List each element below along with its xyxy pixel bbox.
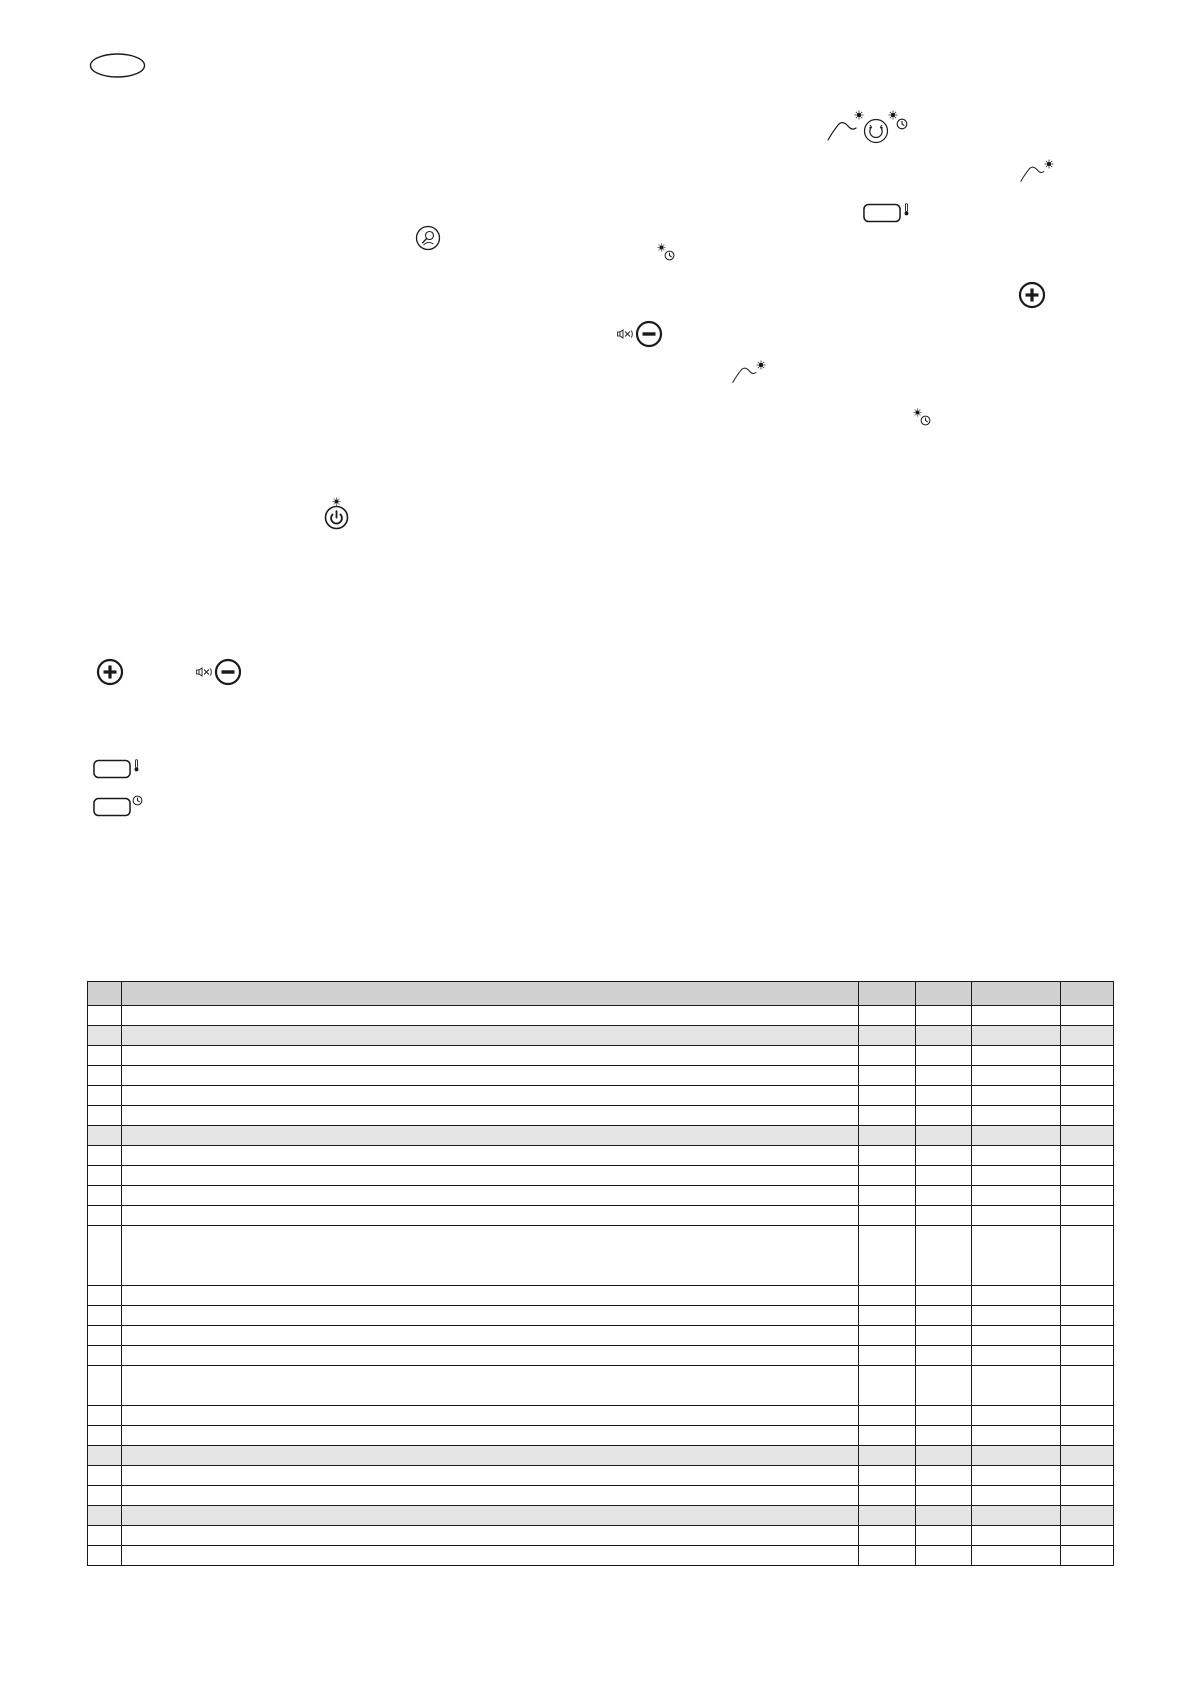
plus-button-symbol (1018, 281, 1046, 309)
table-cell (122, 1066, 859, 1086)
table-cell (122, 1006, 859, 1026)
table-row (88, 1346, 1114, 1366)
table-cell (916, 1006, 972, 1026)
table-cell (972, 1046, 1061, 1066)
table-row (88, 1546, 1114, 1566)
table-cell (859, 1206, 916, 1226)
table-cell (972, 1526, 1061, 1546)
column-header (1061, 982, 1114, 1006)
sun-icon (1044, 159, 1054, 169)
table-group-row (88, 1026, 1114, 1046)
table-cell (122, 1526, 859, 1546)
table-cell (859, 1546, 916, 1566)
table-cell (859, 1086, 916, 1106)
table-cell (972, 1466, 1061, 1486)
table-cell (1061, 1486, 1114, 1506)
display-button-icon (863, 203, 901, 223)
table-cell (122, 1086, 859, 1106)
table-cell (122, 1546, 859, 1566)
table-cell (88, 1326, 122, 1346)
table-cell (916, 1486, 972, 1506)
table-cell (916, 1446, 972, 1466)
power-button-icon (324, 505, 349, 530)
table-cell (972, 1166, 1061, 1186)
table-cell (972, 1366, 1061, 1406)
search-user-symbol (415, 225, 441, 251)
table-cell (1061, 1106, 1114, 1126)
table-cell (972, 1106, 1061, 1126)
table-cell (916, 1106, 972, 1126)
column-header (972, 982, 1061, 1006)
table-cell (88, 1346, 122, 1366)
table-cell (122, 1166, 859, 1186)
table-cell (122, 1506, 859, 1526)
table-cell (1061, 1326, 1114, 1346)
column-header (916, 982, 972, 1006)
table-cell (972, 1206, 1061, 1226)
table-cell (972, 1426, 1061, 1446)
column-header (859, 982, 916, 1006)
table-cell (859, 1446, 916, 1466)
table-row (88, 1066, 1114, 1086)
power-button-symbol (324, 497, 350, 531)
table-cell (1061, 1466, 1114, 1486)
table-cell (88, 1126, 122, 1146)
plus-button-icon (1018, 281, 1046, 309)
table-cell (859, 1226, 916, 1286)
display-button-thermo (863, 201, 913, 225)
table-body (88, 1006, 1114, 1566)
table-cell (88, 1006, 122, 1026)
table-cell (1061, 1006, 1114, 1026)
table-row (88, 1406, 1114, 1426)
table-cell (88, 1066, 122, 1086)
table-cell (972, 1346, 1061, 1366)
mute-icon (196, 667, 212, 677)
table-cell (972, 1126, 1061, 1146)
table-cell (859, 1426, 916, 1446)
table-header-row (88, 982, 1114, 1006)
table-cell (88, 1366, 122, 1406)
table-cell (972, 1226, 1061, 1286)
table-row (88, 1526, 1114, 1546)
mute-minus-symbol (196, 658, 244, 686)
table-cell (916, 1286, 972, 1306)
table-cell (122, 1366, 859, 1406)
table-row (88, 1106, 1114, 1126)
table-cell (916, 1186, 972, 1206)
table-cell (916, 1066, 972, 1086)
table-cell (122, 1146, 859, 1166)
curve-sun-symbol (1020, 159, 1060, 185)
table-cell (1061, 1166, 1114, 1186)
table-cell (122, 1326, 859, 1346)
table-cell (122, 1426, 859, 1446)
table-cell (972, 1546, 1061, 1566)
table-cell (972, 1506, 1061, 1526)
table-cell (916, 1346, 972, 1366)
table-cell (916, 1026, 972, 1046)
curve-knob-symbol-group (827, 106, 909, 146)
table-cell (1061, 1226, 1114, 1286)
column-header (122, 982, 859, 1006)
table-cell (122, 1026, 859, 1046)
table-cell (972, 1486, 1061, 1506)
table-row (88, 1226, 1114, 1286)
table-cell (1061, 1506, 1114, 1526)
table-cell (122, 1466, 859, 1486)
table-cell (859, 1286, 916, 1306)
table-cell (859, 1146, 916, 1166)
table-row (88, 1146, 1114, 1166)
minus-button-icon (214, 658, 242, 686)
plus-button-symbol (96, 658, 124, 686)
table-cell (972, 1006, 1061, 1026)
table-row (88, 1006, 1114, 1026)
table-cell (916, 1506, 972, 1526)
table-cell (972, 1326, 1061, 1346)
language-badge (89, 53, 146, 78)
table-cell (916, 1426, 972, 1446)
table-row (88, 1206, 1114, 1226)
table-cell (972, 1026, 1061, 1046)
table-group-row (88, 1506, 1114, 1526)
table-cell (972, 1186, 1061, 1206)
curve-sun-symbol (732, 360, 772, 386)
sun-clock-symbol (657, 243, 679, 263)
table-cell (916, 1206, 972, 1226)
table-cell (1061, 1186, 1114, 1206)
table-cell (1061, 1366, 1114, 1406)
table-cell (916, 1326, 972, 1346)
table-cell (859, 1526, 916, 1546)
cycle-knob-icon (863, 118, 889, 144)
table-cell (859, 1066, 916, 1086)
table-cell (859, 1026, 916, 1046)
table-cell (1061, 1446, 1114, 1466)
table-cell (972, 1306, 1061, 1326)
table-cell (859, 1366, 916, 1406)
table-cell (122, 1106, 859, 1126)
table-row (88, 1326, 1114, 1346)
table-cell (859, 1006, 916, 1026)
language-badge-icon (89, 53, 146, 78)
table-cell (916, 1306, 972, 1326)
table-cell (916, 1526, 972, 1546)
table-cell (916, 1046, 972, 1066)
table-row (88, 1486, 1114, 1506)
table-cell (859, 1106, 916, 1126)
table-cell (122, 1346, 859, 1366)
table-row (88, 1466, 1114, 1486)
table-cell (122, 1306, 859, 1326)
sun-icon (756, 360, 766, 370)
clock-icon (896, 118, 908, 130)
table-cell (122, 1286, 859, 1306)
table-cell (122, 1486, 859, 1506)
table-cell (122, 1226, 859, 1286)
display-button-clock (93, 795, 145, 819)
parameter-table (87, 981, 1114, 1566)
minus-button-icon (635, 320, 663, 348)
table-cell (122, 1186, 859, 1206)
table-cell (122, 1406, 859, 1426)
table-group-row (88, 1446, 1114, 1466)
table-cell (859, 1186, 916, 1206)
table-cell (88, 1166, 122, 1186)
table-cell (1061, 1026, 1114, 1046)
table-cell (916, 1366, 972, 1406)
table-cell (88, 1186, 122, 1206)
table-cell (1061, 1046, 1114, 1066)
table-row (88, 1186, 1114, 1206)
mute-minus-symbol (617, 320, 665, 348)
table-row (88, 1426, 1114, 1446)
clock-icon (664, 250, 675, 261)
table-cell (88, 1306, 122, 1326)
table-cell (88, 1086, 122, 1106)
search-user-icon (415, 225, 441, 251)
mute-icon (617, 329, 633, 339)
thermometer-icon (904, 203, 909, 216)
table-cell (1061, 1146, 1114, 1166)
table-row (88, 1286, 1114, 1306)
table-cell (972, 1066, 1061, 1086)
table-cell (1061, 1286, 1114, 1306)
table-cell (122, 1206, 859, 1226)
table-cell (972, 1086, 1061, 1106)
table-cell (972, 1286, 1061, 1306)
table-cell (1061, 1546, 1114, 1566)
table-cell (122, 1126, 859, 1146)
display-button-thermo (93, 757, 143, 781)
plus-button-icon (96, 658, 124, 686)
table-cell (859, 1166, 916, 1186)
display-button-icon (93, 759, 131, 779)
table-cell (88, 1046, 122, 1066)
table-cell (1061, 1406, 1114, 1426)
table-row (88, 1306, 1114, 1326)
table-cell (88, 1506, 122, 1526)
table-cell (1061, 1086, 1114, 1106)
sun-clock-symbol (913, 408, 935, 428)
table-cell (916, 1466, 972, 1486)
table-cell (88, 1546, 122, 1566)
clock-icon (132, 795, 143, 806)
table-cell (859, 1466, 916, 1486)
table-cell (88, 1206, 122, 1226)
table-cell (88, 1286, 122, 1306)
table-cell (88, 1146, 122, 1166)
table-cell (916, 1546, 972, 1566)
table-cell (88, 1026, 122, 1046)
table-cell (88, 1406, 122, 1426)
table-cell (916, 1226, 972, 1286)
table-group-row (88, 1126, 1114, 1146)
clock-icon (920, 415, 931, 426)
table-cell (88, 1446, 122, 1466)
table-cell (916, 1086, 972, 1106)
table-row (88, 1046, 1114, 1066)
table-cell (859, 1326, 916, 1346)
table-cell (88, 1486, 122, 1506)
table-cell (1061, 1306, 1114, 1326)
table-cell (1061, 1206, 1114, 1226)
table-cell (916, 1406, 972, 1426)
table-cell (859, 1306, 916, 1326)
table-row (88, 1166, 1114, 1186)
table-cell (916, 1146, 972, 1166)
table-cell (859, 1486, 916, 1506)
table-cell (859, 1046, 916, 1066)
table-cell (122, 1446, 859, 1466)
column-header (88, 982, 122, 1006)
table-cell (916, 1126, 972, 1146)
thermometer-icon (134, 759, 139, 772)
table-row (88, 1366, 1114, 1406)
table-cell (88, 1106, 122, 1126)
table-cell (916, 1166, 972, 1186)
table-cell (972, 1446, 1061, 1466)
table-cell (88, 1466, 122, 1486)
table-cell (88, 1226, 122, 1286)
curve-sun-icon (827, 116, 861, 143)
table-cell (1061, 1126, 1114, 1146)
table-cell (1061, 1346, 1114, 1366)
table-cell (859, 1126, 916, 1146)
table-cell (972, 1146, 1061, 1166)
table-row (88, 1086, 1114, 1106)
table-cell (859, 1346, 916, 1366)
table-cell (859, 1506, 916, 1526)
table-cell (88, 1426, 122, 1446)
table-cell (1061, 1066, 1114, 1086)
table-cell (859, 1406, 916, 1426)
table-cell (1061, 1526, 1114, 1546)
table-cell (88, 1526, 122, 1546)
table-cell (972, 1406, 1061, 1426)
display-button-icon (93, 797, 131, 817)
table-cell (1061, 1426, 1114, 1446)
table-cell (122, 1046, 859, 1066)
